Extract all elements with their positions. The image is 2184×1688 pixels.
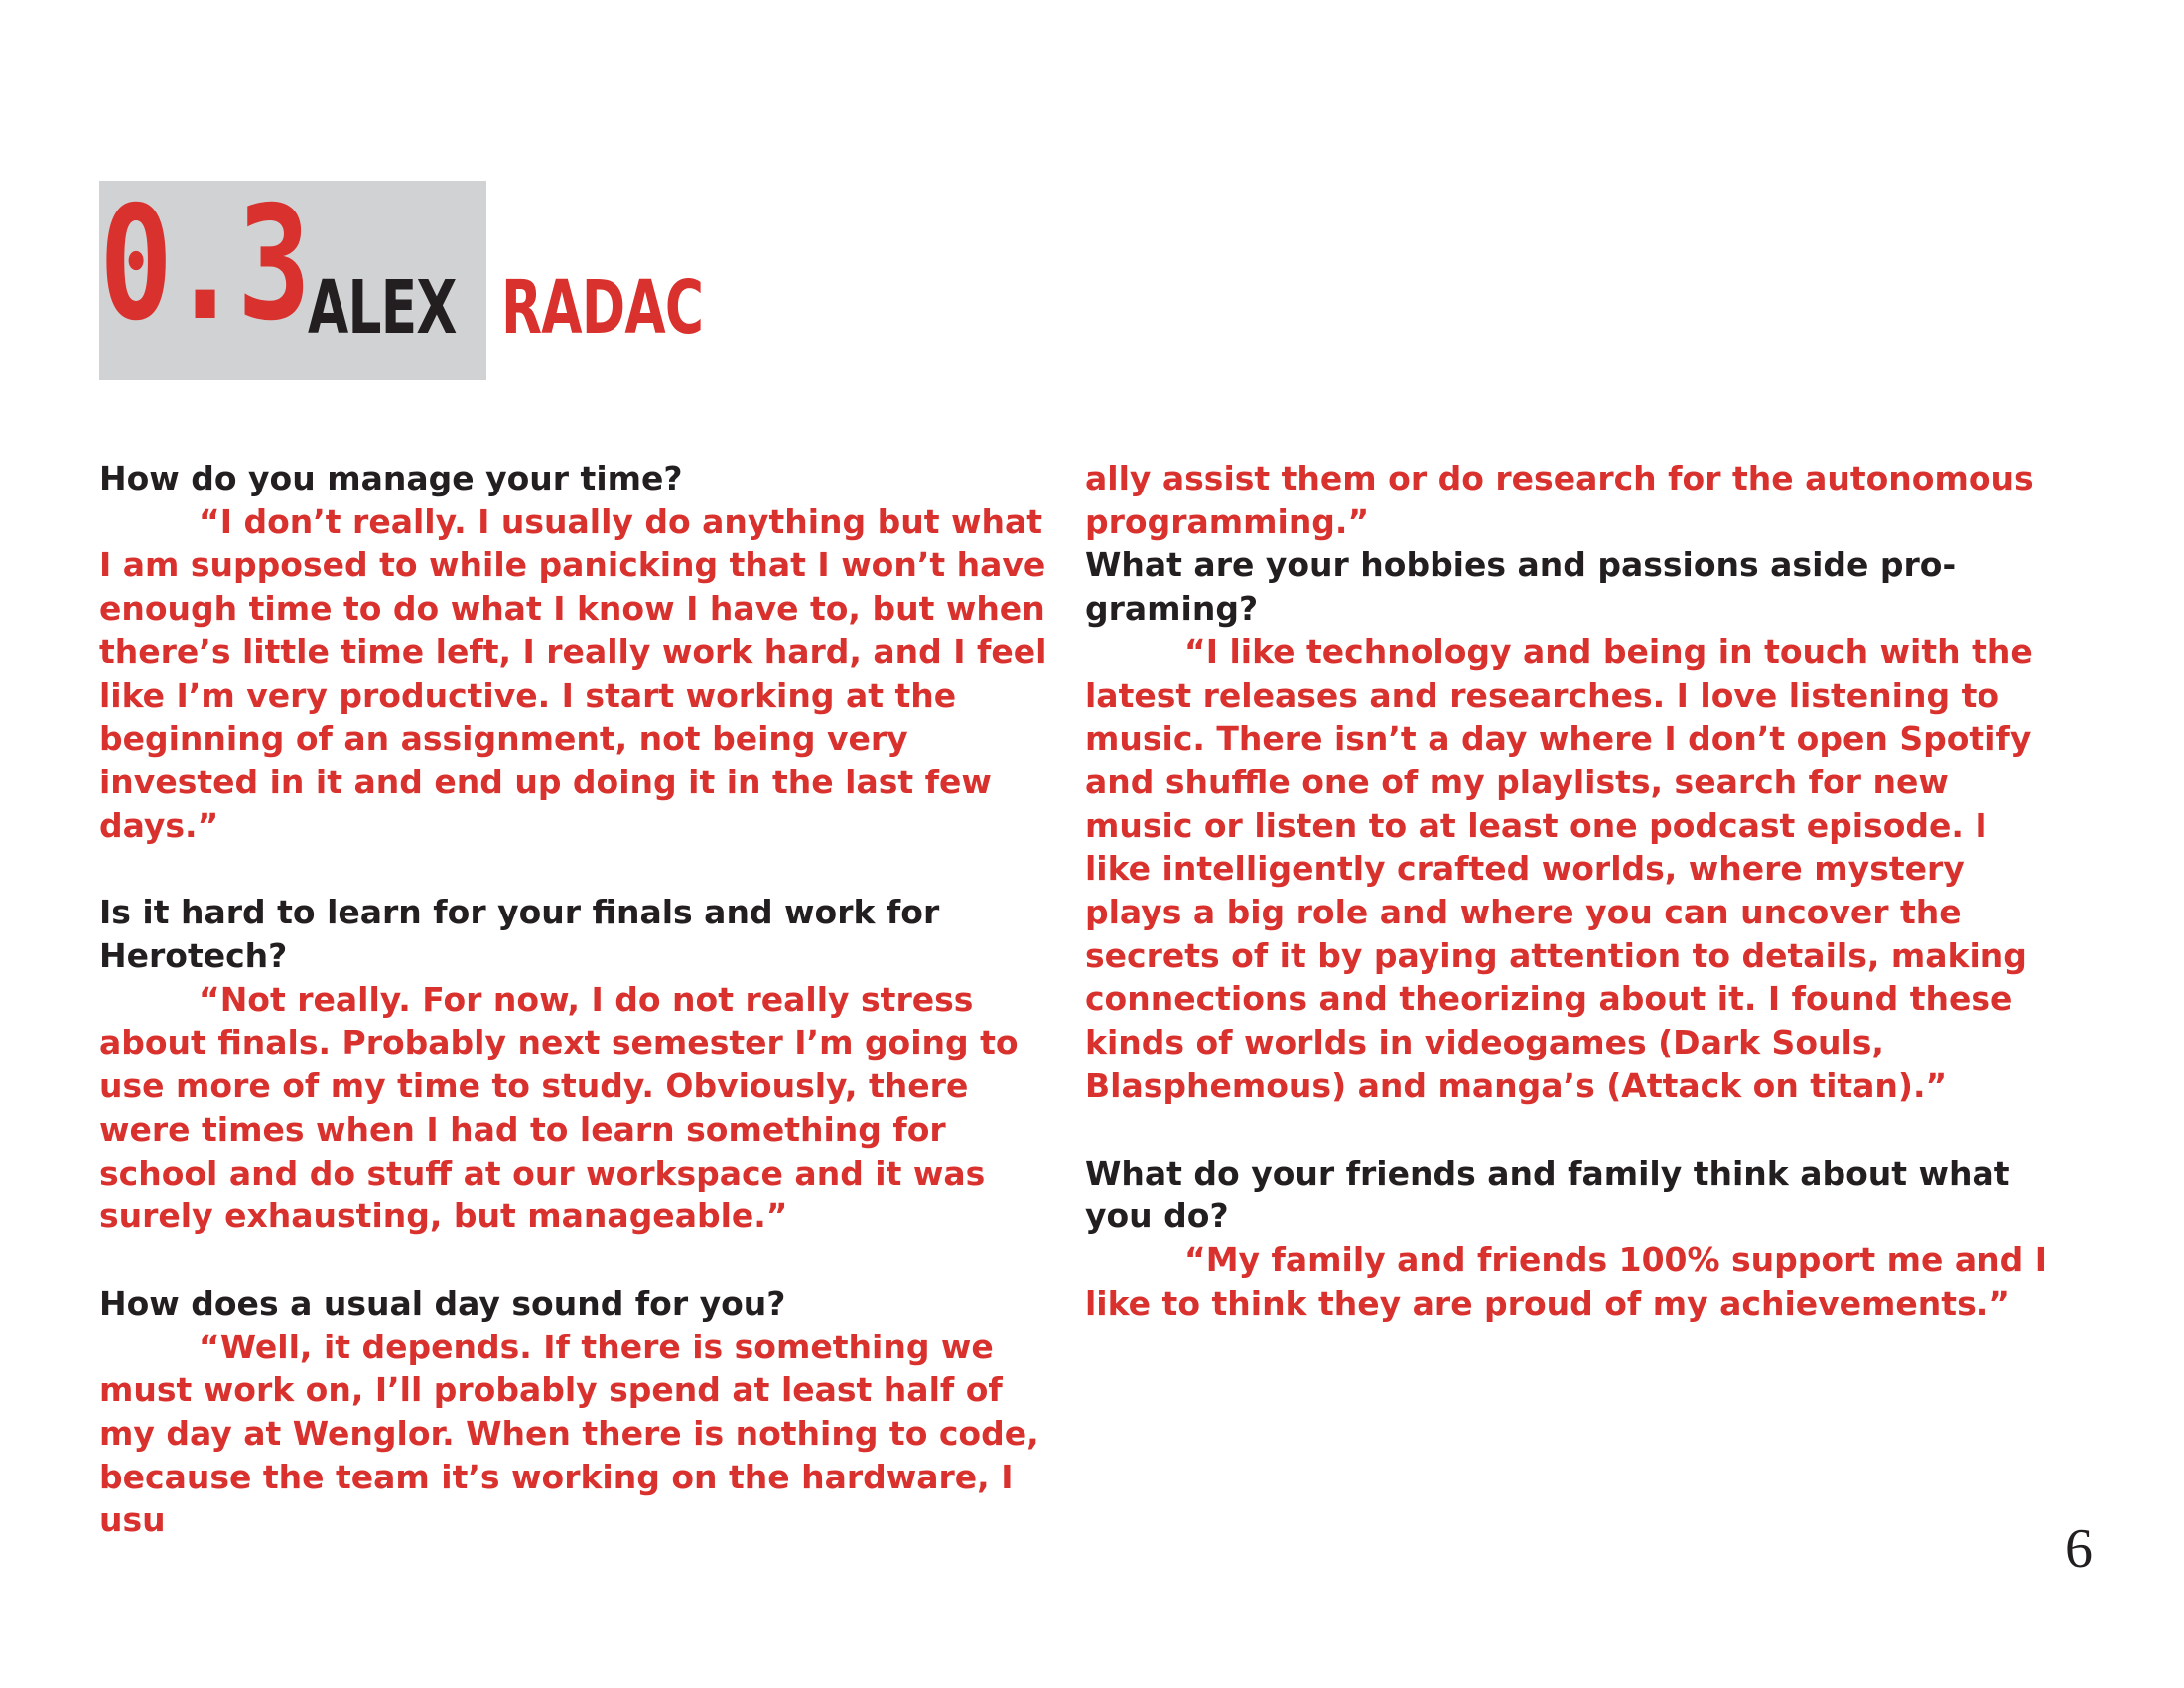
answer-time-management: “I don’t really. I usually do anything but what I am supposed to while panicking that I won’t have enough time to do what I know I have to, but when there’s little time left, I really work hard, and I feel like I’m very productive. I start working at the beginning of an assignment, not being very invested in it and end up doing it in the last few days.” (99, 501, 1047, 845)
paragraph-spacer (1085, 1108, 2058, 1152)
left-column (99, 457, 1057, 1542)
question-usual-day: How does a usual day sound for you? (99, 1283, 786, 1323)
question-hobbies: What are your hobbies and passions aside programing? (1085, 545, 1957, 629)
interviewee-first-name: ALEX (308, 265, 457, 351)
paragraph-spacer (99, 847, 1057, 891)
answer-usual-day-continued: ally assist them or do research for the autonomous programming.” (1085, 459, 2034, 541)
right-column (1085, 457, 2058, 1325)
page-number: 6 (2065, 1518, 2093, 1580)
answer-hobbies: “I like technology and being in touch with the latest releases and researches. I love listening to music. There isn’t a day where I don’t open Spotify and shuffle one of my playlists, search for new music or listen to at least one podcast episode. I like intelligently crafted worlds, where mystery plays a big role and where you can uncover the secrets of it by paying attention to details, making connections and theorizing about it. I found these kinds of worlds in videogames (Dark Souls, Blasphemous) and manga’s (Attack on titan).” (1085, 632, 2033, 1105)
answer-finals-and-work: “Not really. For now, I do not really stress about finals. Probably next semester I’m going to use more of my time to study. Obviously, there were times when I had to learn something for school and do stuff at our workspace and it was surely exhausting, but manageable.” (99, 979, 1019, 1236)
answer-friends-family: “My family and friends 100% support me and I like to think they are proud of my achievements.” (1085, 1239, 2048, 1323)
paragraph-spacer (99, 1238, 1057, 1282)
answer-usual-day: “Well, it depends. If there is something we must work on, I’ll probably spend at least half of my day at Wenglor. When there is nothing to code, because the team it’s working on the hardware, I usu (99, 1327, 1039, 1540)
interviewee-last-name: RADAC (501, 265, 704, 351)
question-friends-family: What do your friends and family think about what you do? (1085, 1153, 2010, 1236)
question-time-management: How do you manage your time? (99, 459, 683, 497)
question-finals-and-work: Is it hard to learn for your finals and work for Herotech? (99, 893, 940, 976)
section-number: 0.3 (99, 173, 307, 355)
